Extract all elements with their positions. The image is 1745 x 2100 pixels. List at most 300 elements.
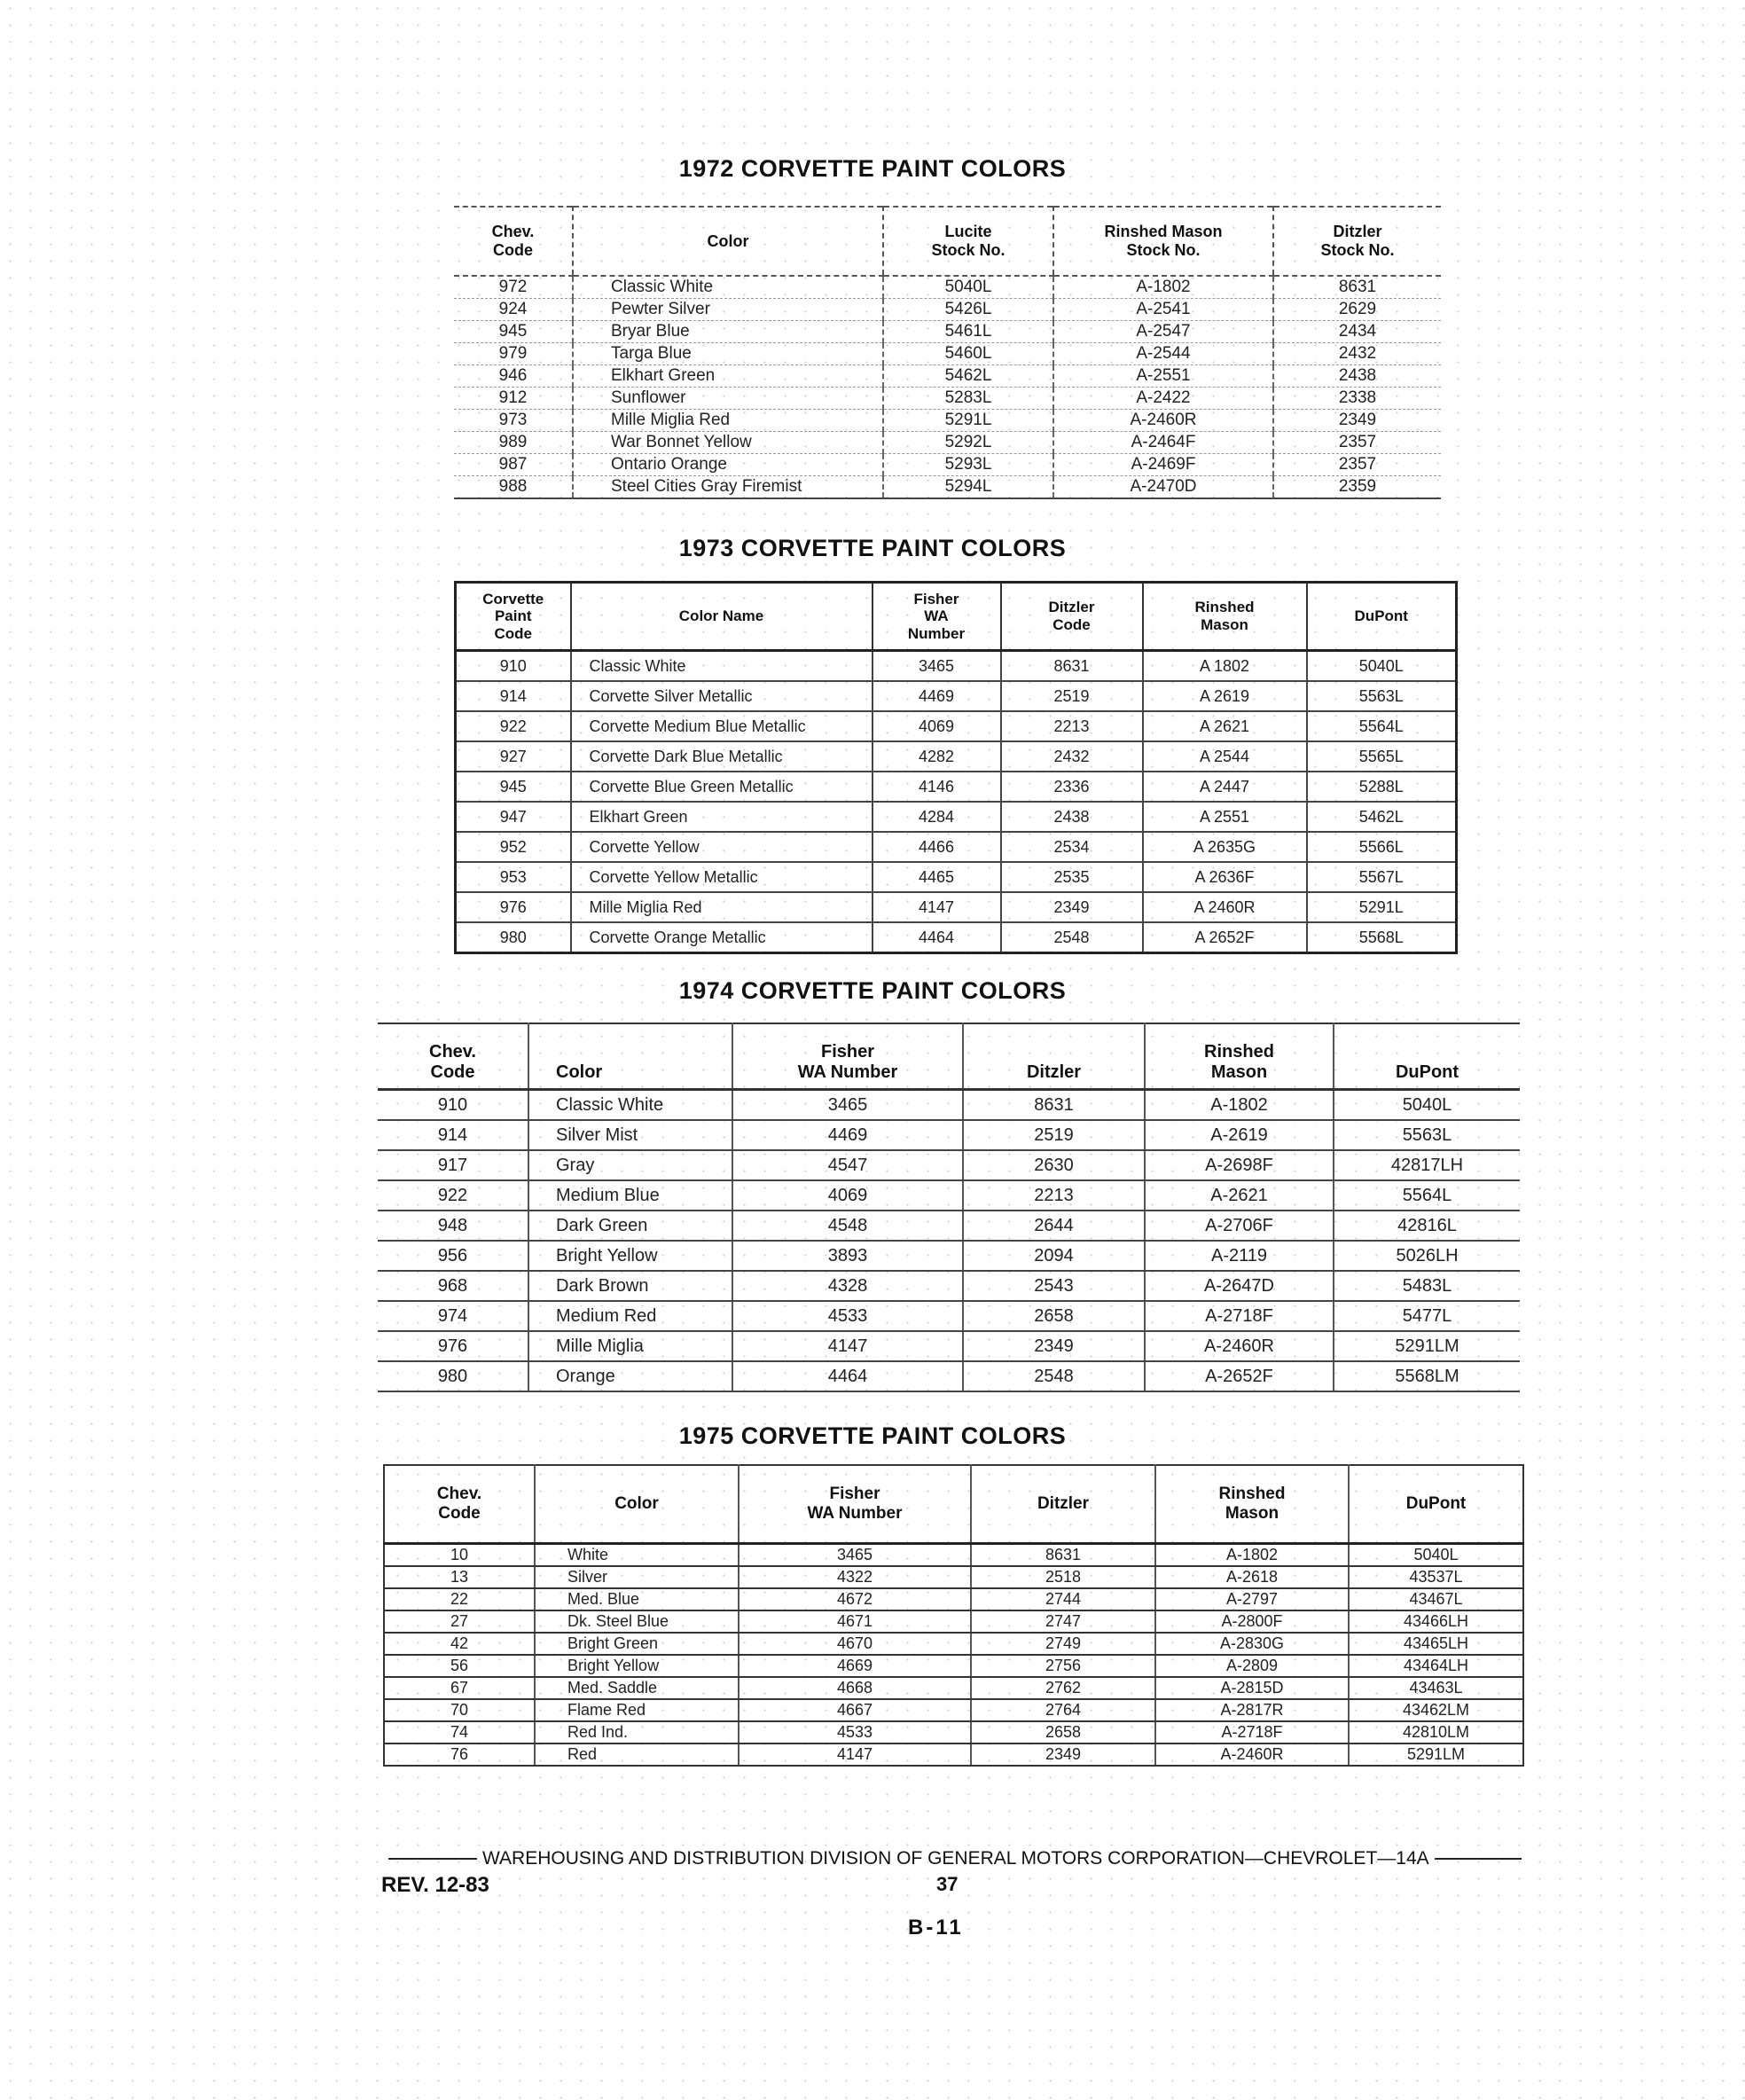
color-name-cell: Classic White — [528, 1090, 732, 1121]
stock-number-cell: 4284 — [872, 802, 1001, 832]
color-name-cell: Elkhart Green — [571, 802, 872, 832]
stock-number-cell: A-2547 — [1053, 321, 1273, 343]
stock-number-cell: 5565L — [1307, 741, 1457, 772]
color-name-cell: Corvette Yellow Metallic — [571, 862, 872, 892]
stock-number-cell: 4465 — [872, 862, 1001, 892]
stock-number-cell: 2644 — [963, 1211, 1145, 1241]
table-row — [454, 299, 1441, 321]
color-name-cell: Orange — [528, 1361, 732, 1391]
section-title-1973: 1973 CORVETTE PAINT COLORS — [678, 535, 1067, 561]
color-name-cell: Medium Blue — [528, 1180, 732, 1211]
stock-number-cell: 2094 — [963, 1241, 1145, 1271]
stock-number-cell: 5564L — [1307, 711, 1457, 741]
stock-number-cell: 8631 — [971, 1544, 1155, 1567]
code-cell: 980 — [456, 922, 571, 953]
color-name-cell: Bright Yellow — [528, 1241, 732, 1271]
stock-number-cell: 4548 — [732, 1211, 963, 1241]
table-row — [454, 321, 1441, 343]
table-row — [456, 892, 1457, 922]
color-name-cell: Steel Cities Gray Firemist — [573, 476, 883, 499]
column-header: Rinshed Mason — [1143, 583, 1307, 651]
stock-number-cell: A-2119 — [1145, 1241, 1334, 1271]
stock-number-cell: A-2830G — [1155, 1633, 1349, 1655]
stock-number-cell: 43466LH — [1349, 1610, 1523, 1633]
stock-number-cell: 2518 — [971, 1566, 1155, 1588]
color-name-cell: Corvette Silver Metallic — [571, 681, 872, 711]
column-header: Ditzler Code — [1001, 583, 1143, 651]
stock-number-cell: A-1802 — [1145, 1090, 1334, 1121]
column-header: Color — [573, 207, 883, 276]
table-row — [378, 1150, 1520, 1180]
table-header-row — [454, 207, 1441, 276]
table-row — [456, 651, 1457, 682]
table-row — [456, 772, 1457, 802]
stock-number-cell: A 2551 — [1143, 802, 1307, 832]
code-cell: 22 — [384, 1588, 535, 1610]
stock-number-cell: 5292L — [883, 432, 1053, 454]
stock-number-cell: A-2800F — [1155, 1610, 1349, 1633]
table-row — [454, 432, 1441, 454]
stock-number-cell: 4533 — [739, 1721, 971, 1743]
stock-number-cell: A-2541 — [1053, 299, 1273, 321]
stock-number-cell: 5483L — [1334, 1271, 1520, 1301]
stock-number-cell: A-2815D — [1155, 1677, 1349, 1699]
stock-number-cell: A-2460R — [1053, 410, 1273, 432]
table-row — [454, 365, 1441, 388]
stock-number-cell: 5040L — [1349, 1544, 1523, 1567]
stock-number-cell: 4147 — [732, 1331, 963, 1361]
column-header: Ditzler Stock No. — [1273, 207, 1441, 276]
column-header: Color — [535, 1465, 739, 1544]
stock-number-cell: 4147 — [872, 892, 1001, 922]
stock-number-cell: A-2706F — [1145, 1211, 1334, 1241]
stock-number-cell: 5040L — [883, 276, 1053, 299]
color-name-cell: Corvette Orange Metallic — [571, 922, 872, 953]
stock-number-cell: 5040L — [1334, 1090, 1520, 1121]
stock-number-cell: 2630 — [963, 1150, 1145, 1180]
stock-number-cell: 2548 — [963, 1361, 1145, 1391]
table-row — [384, 1610, 1523, 1633]
stock-number-cell: 2438 — [1001, 802, 1143, 832]
stock-number-cell: 4464 — [732, 1361, 963, 1391]
stock-number-cell: 4069 — [732, 1180, 963, 1211]
table-row — [384, 1588, 1523, 1610]
stock-number-cell: 3893 — [732, 1241, 963, 1271]
stock-number-cell: 2658 — [963, 1301, 1145, 1331]
stock-number-cell: 2432 — [1001, 741, 1143, 772]
table-row — [456, 681, 1457, 711]
code-cell: 979 — [454, 343, 573, 365]
stock-number-cell: A-1802 — [1155, 1544, 1349, 1567]
code-cell: 952 — [456, 832, 571, 862]
code-cell: 922 — [456, 711, 571, 741]
color-name-cell: Silver — [535, 1566, 739, 1588]
stock-number-cell: 3465 — [872, 651, 1001, 682]
stock-number-cell: A 2635G — [1143, 832, 1307, 862]
table-row — [384, 1544, 1523, 1567]
color-name-cell: Silver Mist — [528, 1120, 732, 1150]
table-row — [378, 1090, 1520, 1121]
code-cell: 914 — [378, 1120, 528, 1150]
stock-number-cell: 8631 — [1001, 651, 1143, 682]
section-title-1972: 1972 CORVETTE PAINT COLORS — [678, 155, 1067, 182]
column-header: Chev. Code — [378, 1023, 528, 1090]
column-header: DuPont — [1307, 583, 1457, 651]
stock-number-cell: 4146 — [872, 772, 1001, 802]
stock-number-cell: A-2460R — [1145, 1331, 1334, 1361]
color-name-cell: Classic White — [573, 276, 883, 299]
stock-number-cell: 2349 — [1001, 892, 1143, 922]
table-row — [384, 1633, 1523, 1655]
paint-table-1973 — [454, 581, 1458, 954]
stock-number-cell: A-2469F — [1053, 454, 1273, 476]
stock-number-cell: 43464LH — [1349, 1655, 1523, 1677]
stock-number-cell: 4147 — [739, 1743, 971, 1766]
color-name-cell: Bryar Blue — [573, 321, 883, 343]
code-cell: 927 — [456, 741, 571, 772]
stock-number-cell: A 2460R — [1143, 892, 1307, 922]
stock-number-cell: 2519 — [963, 1120, 1145, 1150]
stock-number-cell: A 2621 — [1143, 711, 1307, 741]
color-name-cell: Dark Green — [528, 1211, 732, 1241]
code-cell: 973 — [454, 410, 573, 432]
code-cell: 946 — [454, 365, 573, 388]
stock-number-cell: A-2718F — [1155, 1721, 1349, 1743]
code-cell: 968 — [378, 1271, 528, 1301]
table-row — [454, 343, 1441, 365]
column-header: Ditzler — [971, 1465, 1155, 1544]
table-row — [456, 922, 1457, 953]
code-cell: 945 — [454, 321, 573, 343]
code-cell: 56 — [384, 1655, 535, 1677]
color-name-cell: Corvette Dark Blue Metallic — [571, 741, 872, 772]
color-name-cell: Bright Yellow — [535, 1655, 739, 1677]
stock-number-cell: 8631 — [963, 1090, 1145, 1121]
footer-rule-left — [388, 1858, 477, 1860]
table-header-row — [456, 583, 1457, 651]
code-cell: 976 — [456, 892, 571, 922]
stock-number-cell: 4322 — [739, 1566, 971, 1588]
stock-number-cell: 43462LM — [1349, 1699, 1523, 1721]
section-title-1975: 1975 CORVETTE PAINT COLORS — [678, 1422, 1067, 1449]
color-name-cell: Med. Blue — [535, 1588, 739, 1610]
table-row — [384, 1721, 1523, 1743]
code-cell: 974 — [378, 1301, 528, 1331]
stock-number-cell: 5563L — [1334, 1120, 1520, 1150]
stock-number-cell: 4668 — [739, 1677, 971, 1699]
stock-number-cell: A-2647D — [1145, 1271, 1334, 1301]
stock-number-cell: 4464 — [872, 922, 1001, 953]
stock-number-cell: A-2544 — [1053, 343, 1273, 365]
code-cell: 988 — [454, 476, 573, 499]
code-cell: 987 — [454, 454, 573, 476]
stock-number-cell: A-2551 — [1053, 365, 1273, 388]
stock-number-cell: A 2636F — [1143, 862, 1307, 892]
code-cell: 914 — [456, 681, 571, 711]
stock-number-cell: 2747 — [971, 1610, 1155, 1633]
table-header-row — [384, 1465, 1523, 1544]
stock-number-cell: 4547 — [732, 1150, 963, 1180]
column-header: Fisher WA Number — [732, 1023, 963, 1090]
paint-table-1975 — [383, 1464, 1524, 1767]
stock-number-cell: A-2809 — [1155, 1655, 1349, 1677]
stock-number-cell: A-2460R — [1155, 1743, 1349, 1766]
stock-number-cell: 5291L — [1307, 892, 1457, 922]
table-row — [456, 711, 1457, 741]
table-row — [454, 454, 1441, 476]
stock-number-cell: 2535 — [1001, 862, 1143, 892]
stock-number-cell: 2349 — [971, 1743, 1155, 1766]
column-header: Color — [528, 1023, 732, 1090]
stock-number-cell: 2357 — [1273, 432, 1441, 454]
stock-number-cell: A-2618 — [1155, 1566, 1349, 1588]
stock-number-cell: 42816L — [1334, 1211, 1520, 1241]
stock-number-cell: 2658 — [971, 1721, 1155, 1743]
stock-number-cell: 2749 — [971, 1633, 1155, 1655]
code-cell: 42 — [384, 1633, 535, 1655]
stock-number-cell: 5460L — [883, 343, 1053, 365]
stock-number-cell: 5566L — [1307, 832, 1457, 862]
stock-number-cell: 4469 — [872, 681, 1001, 711]
code-cell: 917 — [378, 1150, 528, 1180]
stock-number-cell: A-2422 — [1053, 388, 1273, 410]
stock-number-cell: 4069 — [872, 711, 1001, 741]
color-name-cell: Med. Saddle — [535, 1677, 739, 1699]
color-name-cell: Mille Miglia — [528, 1331, 732, 1361]
stock-number-cell: 5477L — [1334, 1301, 1520, 1331]
stock-number-cell: 5564L — [1334, 1180, 1520, 1211]
stock-number-cell: 2336 — [1001, 772, 1143, 802]
color-name-cell: Flame Red — [535, 1699, 739, 1721]
stock-number-cell: 5567L — [1307, 862, 1457, 892]
stock-number-cell: 5291LM — [1334, 1331, 1520, 1361]
stock-number-cell: 43537L — [1349, 1566, 1523, 1588]
color-name-cell: Dk. Steel Blue — [535, 1610, 739, 1633]
stock-number-cell: 5568LM — [1334, 1361, 1520, 1391]
table-row — [378, 1211, 1520, 1241]
stock-number-cell: A-2621 — [1145, 1180, 1334, 1211]
color-name-cell: Corvette Yellow — [571, 832, 872, 862]
code-cell: 972 — [454, 276, 573, 299]
stock-number-cell: 2519 — [1001, 681, 1143, 711]
color-name-cell: Corvette Blue Green Metallic — [571, 772, 872, 802]
table-row — [454, 410, 1441, 432]
color-name-cell: White — [535, 1544, 739, 1567]
stock-number-cell: 4466 — [872, 832, 1001, 862]
stock-number-cell: 5293L — [883, 454, 1053, 476]
stock-number-cell: 2534 — [1001, 832, 1143, 862]
stock-number-cell: 4469 — [732, 1120, 963, 1150]
stock-number-cell: A-2718F — [1145, 1301, 1334, 1331]
stock-number-cell: 2762 — [971, 1677, 1155, 1699]
code-cell: 924 — [454, 299, 573, 321]
color-name-cell: Sunflower — [573, 388, 883, 410]
footer-rule-right — [1435, 1858, 1522, 1860]
table-row — [384, 1566, 1523, 1588]
code-cell: 67 — [384, 1677, 535, 1699]
color-name-cell: Corvette Medium Blue Metallic — [571, 711, 872, 741]
color-name-cell: War Bonnet Yellow — [573, 432, 883, 454]
color-name-cell: Elkhart Green — [573, 365, 883, 388]
stock-number-cell: 5462L — [1307, 802, 1457, 832]
footer-line — [383, 1848, 1527, 1869]
stock-number-cell: 2438 — [1273, 365, 1441, 388]
stock-number-cell: 4667 — [739, 1699, 971, 1721]
stock-number-cell: 5026LH — [1334, 1241, 1520, 1271]
stock-number-cell: 2744 — [971, 1588, 1155, 1610]
stock-number-cell: 4672 — [739, 1588, 971, 1610]
stock-number-cell: 2756 — [971, 1655, 1155, 1677]
footer-text: WAREHOUSING AND DISTRIBUTION DIVISION OF GENERAL MOTORS CORPORATION—CHEVROLET—14A — [482, 1848, 1429, 1869]
stock-number-cell: 2338 — [1273, 388, 1441, 410]
code-cell: 13 — [384, 1566, 535, 1588]
table-row — [378, 1271, 1520, 1301]
stock-number-cell: 5283L — [883, 388, 1053, 410]
code-cell: 910 — [378, 1090, 528, 1121]
column-header: Corvette Paint Code — [456, 583, 571, 651]
paint-table-1974 — [378, 1023, 1520, 1392]
stock-number-cell: 2213 — [1001, 711, 1143, 741]
color-name-cell: Gray — [528, 1150, 732, 1180]
stock-number-cell: A-1802 — [1053, 276, 1273, 299]
code-cell: 70 — [384, 1699, 535, 1721]
column-header: DuPont — [1334, 1023, 1520, 1090]
stock-number-cell: A 2652F — [1143, 922, 1307, 953]
paint-table-1972 — [454, 206, 1441, 499]
color-name-cell: Pewter Silver — [573, 299, 883, 321]
column-header: Fisher WA Number — [739, 1465, 971, 1544]
column-header: Rinshed Mason Stock No. — [1053, 207, 1273, 276]
stock-number-cell: 5291LM — [1349, 1743, 1523, 1766]
stock-number-cell: A 1802 — [1143, 651, 1307, 682]
column-header: Chev. Code — [384, 1465, 535, 1544]
column-header: Fisher WA Number — [872, 583, 1001, 651]
stock-number-cell: 4282 — [872, 741, 1001, 772]
color-name-cell: Red Ind. — [535, 1721, 739, 1743]
table-row — [378, 1361, 1520, 1391]
revision-label: REV. 12-83 — [381, 1873, 489, 1897]
table-row — [456, 832, 1457, 862]
section-title-1974: 1974 CORVETTE PAINT COLORS — [678, 977, 1067, 1004]
code-cell: 910 — [456, 651, 571, 682]
stock-number-cell: 2432 — [1273, 343, 1441, 365]
table-row — [378, 1120, 1520, 1150]
table-row — [454, 476, 1441, 499]
stock-number-cell: 4328 — [732, 1271, 963, 1301]
stock-number-cell: 2543 — [963, 1271, 1145, 1301]
color-name-cell: Targa Blue — [573, 343, 883, 365]
stock-number-cell: A-2652F — [1145, 1361, 1334, 1391]
stock-number-cell: 5563L — [1307, 681, 1457, 711]
stock-number-cell: 5291L — [883, 410, 1053, 432]
code-cell: 74 — [384, 1721, 535, 1743]
color-name-cell: Dark Brown — [528, 1271, 732, 1301]
stock-number-cell: 2349 — [1273, 410, 1441, 432]
table-row — [456, 802, 1457, 832]
table-row — [384, 1677, 1523, 1699]
stock-number-cell: 5288L — [1307, 772, 1457, 802]
table-row — [378, 1301, 1520, 1331]
code-cell: 27 — [384, 1610, 535, 1633]
stock-number-cell: 3465 — [732, 1090, 963, 1121]
stock-number-cell: 8631 — [1273, 276, 1441, 299]
column-header: Rinshed Mason — [1145, 1023, 1334, 1090]
stock-number-cell: 5461L — [883, 321, 1053, 343]
stock-number-cell: A-2817R — [1155, 1699, 1349, 1721]
stock-number-cell: 2213 — [963, 1180, 1145, 1211]
stock-number-cell: A 2544 — [1143, 741, 1307, 772]
table-row — [384, 1743, 1523, 1766]
stock-number-cell: A-2698F — [1145, 1150, 1334, 1180]
stock-number-cell: 42817LH — [1334, 1150, 1520, 1180]
color-name-cell: Red — [535, 1743, 739, 1766]
table-row — [384, 1699, 1523, 1721]
stock-number-cell: 2629 — [1273, 299, 1441, 321]
stock-number-cell: A 2619 — [1143, 681, 1307, 711]
table-row — [454, 276, 1441, 299]
code-cell: 956 — [378, 1241, 528, 1271]
stock-number-cell: 4671 — [739, 1610, 971, 1633]
stock-number-cell: 2434 — [1273, 321, 1441, 343]
color-name-cell: Mille Miglia Red — [571, 892, 872, 922]
code-cell: 10 — [384, 1544, 535, 1567]
stock-number-cell: 2359 — [1273, 476, 1441, 499]
stock-number-cell: 2357 — [1273, 454, 1441, 476]
stock-number-cell: 4670 — [739, 1633, 971, 1655]
column-header: Ditzler — [963, 1023, 1145, 1090]
table-row — [378, 1180, 1520, 1211]
stock-number-cell: 43467L — [1349, 1588, 1523, 1610]
stock-number-cell: 2548 — [1001, 922, 1143, 953]
stock-number-cell: 4533 — [732, 1301, 963, 1331]
table-header-row — [378, 1023, 1520, 1090]
code-cell: 976 — [378, 1331, 528, 1361]
stock-number-cell: 4669 — [739, 1655, 971, 1677]
stock-number-cell: 2764 — [971, 1699, 1155, 1721]
stock-number-cell: 43463L — [1349, 1677, 1523, 1699]
page-reference: B-11 — [908, 1916, 964, 1939]
table-row — [384, 1655, 1523, 1677]
column-header: DuPont — [1349, 1465, 1523, 1544]
color-name-cell: Bright Green — [535, 1633, 739, 1655]
table-row — [378, 1241, 1520, 1271]
stock-number-cell: 5426L — [883, 299, 1053, 321]
column-header: Lucite Stock No. — [883, 207, 1053, 276]
stock-number-cell: 5294L — [883, 476, 1053, 499]
code-cell: 912 — [454, 388, 573, 410]
table-row — [454, 388, 1441, 410]
code-cell: 76 — [384, 1743, 535, 1766]
code-cell: 948 — [378, 1211, 528, 1241]
code-cell: 953 — [456, 862, 571, 892]
stock-number-cell: A 2447 — [1143, 772, 1307, 802]
stock-number-cell: A-2797 — [1155, 1588, 1349, 1610]
stock-number-cell: 5462L — [883, 365, 1053, 388]
column-header: Color Name — [571, 583, 872, 651]
code-cell: 980 — [378, 1361, 528, 1391]
table-row — [456, 862, 1457, 892]
stock-number-cell: 3465 — [739, 1544, 971, 1567]
column-header: Rinshed Mason — [1155, 1465, 1349, 1544]
code-cell: 947 — [456, 802, 571, 832]
stock-number-cell: A-2464F — [1053, 432, 1273, 454]
page-number: 37 — [936, 1873, 959, 1895]
code-cell: 945 — [456, 772, 571, 802]
color-name-cell: Ontario Orange — [573, 454, 883, 476]
stock-number-cell: 42810LM — [1349, 1721, 1523, 1743]
column-header: Chev. Code — [454, 207, 573, 276]
stock-number-cell: A-2470D — [1053, 476, 1273, 499]
